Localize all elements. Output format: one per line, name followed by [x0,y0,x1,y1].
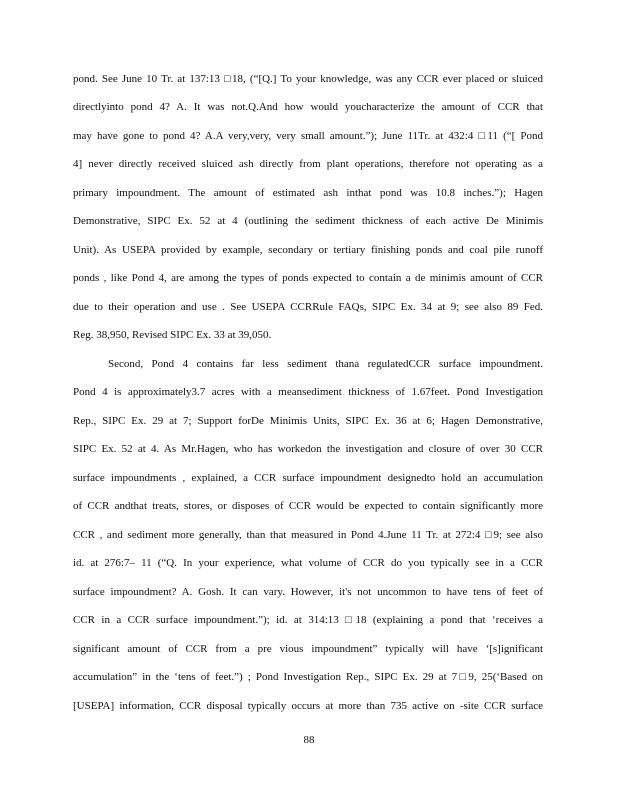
text-line: ponds , like Pond 4, are among the types of ponds expected to contain a de minimis amount of CCR [73,272,543,284]
paragraph-first-line: Second, Pond 4 contains far less sediment thana regulatedCCR surface impoundment. [108,358,543,370]
text-line: may have gone to pond 4? A.A very,very, very small amount.”); June 11Tr. at 432:4 □11 (“[ Pond [73,130,543,142]
text-line: pond. See June 10 Tr. at 137:13 □18, (“[Q.] To your knowledge, was any CCR ever placed or sluiced [73,73,543,85]
text-line: Rep., SIPC Ex. 29 at 7; Support forDe Minimis Units, SIPC Ex. 36 at 6; Hagen Demonstrative, [73,415,543,427]
text-line: significant amount of CCR from a pre vious impoundment” typically will have ‘[s]ignificant [73,643,543,655]
text-line: CCR in a CCR surface impoundment.”); id. at 314:13 □18 (explaining a pond that ‘receives a [73,614,543,626]
text-line: [USEPA] information, CCR disposal typically occurs at more than 735 active on -site CCR surface [73,700,543,712]
text-line: Demonstrative, SIPC Ex. 52 at 4 (outlining the sediment thickness of each active De Minimis [73,215,543,227]
text-line: accumulation” in the ‘tens of feet.”) ; Pond Investigation Rep., SIPC Ex. 29 at 7□9, 25(‘Based on [73,671,543,683]
text-line: surface impoundments , explained, a CCR surface impoundment designedto hold an accumulation [73,472,543,484]
text-line: 4] never directly received sluiced ash directly from plant operations, therefore not operating as a [73,158,543,170]
page-number: 88 [303,734,315,746]
text-line: Reg. 38,950, Revised SIPC Ex. 33 at 39,050. [73,329,272,341]
text-line: directlyinto pond 4? A. It was not.Q.And how would youcharacterize the amount of CCR that [73,101,543,113]
text-line: id. at 276:7– 11 (“Q. In your experience, what volume of CCR do you typically see in a CCR [73,557,543,569]
text-line: primary impoundment. The amount of estimated ash inthat pond was 10.8 inches.”); Hagen [73,187,543,199]
text-line: Unit). As USEPA provided by example, secondary or tertiary finishing ponds and coal pile runoff [73,244,543,256]
text-line: of CCR andthat treats, stores, or disposes of CCR would be expected to contain significantly more [73,500,543,512]
text-line: CCR , and sediment more generally, than that measured in Pond 4.June 11 Tr. at 272:4 □9; see also [73,529,543,541]
text-line: Pond 4 is approximately3.7 acres with a meansediment thickness of 1.67feet. Pond Investigation [73,386,543,398]
text-line: SIPC Ex. 52 at 4. As Mr.Hagen, who has workedon the investigation and closure of over 30 CCR [73,443,543,455]
text-line: due to their operation and use . See USEPA CCRRule FAQs, SIPC Ex. 34 at 9; see also 89 Fed. [73,301,543,313]
text-line: surface impoundment? A. Gosh. It can vary. However, it's not uncommon to have tens of feet of [73,586,543,598]
